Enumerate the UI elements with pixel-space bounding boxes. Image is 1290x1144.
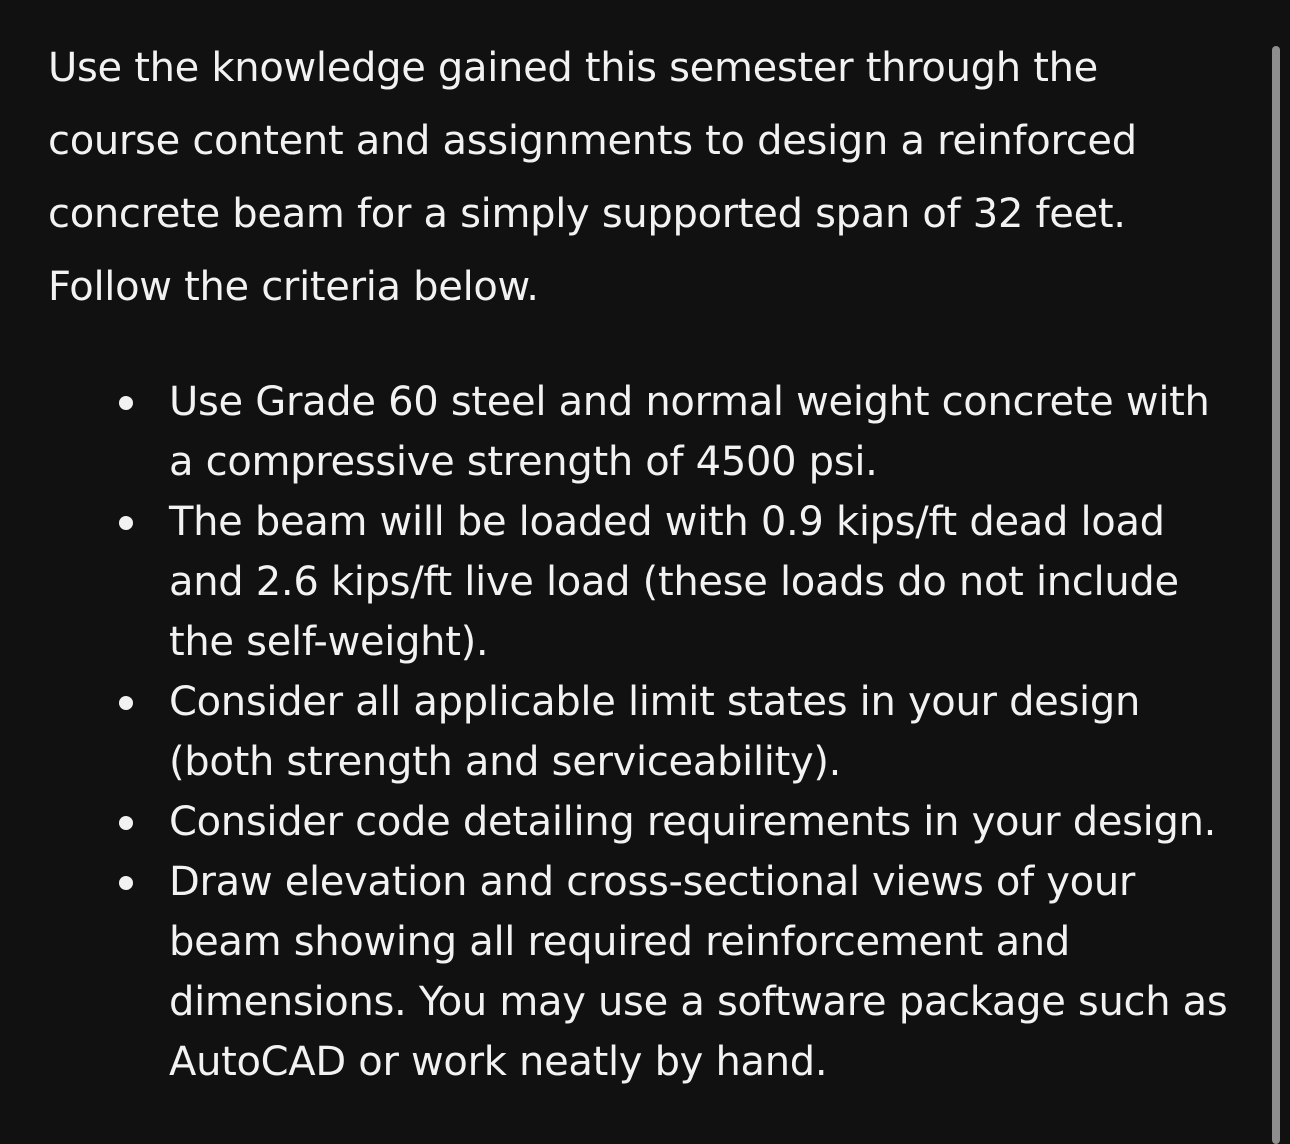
criteria-text: Consider code detailing requirements in your design. bbox=[169, 799, 1217, 845]
vertical-scrollbar[interactable] bbox=[1272, 46, 1280, 1144]
criteria-text: Use Grade 60 steel and normal weight concrete with a compressive strength of 4500 psi. bbox=[169, 379, 1210, 485]
criteria-item bbox=[169, 792, 1238, 852]
scrollbar-thumb[interactable] bbox=[1272, 46, 1280, 1144]
bullet-icon bbox=[119, 396, 133, 410]
criteria-text: Draw elevation and cross-sectional views of your beam showing all required reinforcement and dimensions. You may use a software package such as AutoCAD or work neatly by hand. bbox=[169, 859, 1228, 1085]
criteria-item bbox=[169, 672, 1238, 792]
criteria-item bbox=[169, 852, 1238, 1092]
criteria-text: The beam will be loaded with 0.9 kips/ft dead load and 2.6 kips/ft live load (these loads do not include the self-weight). bbox=[169, 499, 1179, 665]
criteria-list bbox=[48, 372, 1238, 1092]
criteria-item bbox=[169, 372, 1238, 492]
bullet-icon bbox=[119, 696, 133, 710]
bullet-icon bbox=[119, 876, 133, 890]
bullet-icon bbox=[119, 816, 133, 830]
assignment-content bbox=[48, 32, 1238, 1144]
criteria-item bbox=[169, 492, 1238, 672]
criteria-text: Consider all applicable limit states in your design (both strength and serviceability). bbox=[169, 679, 1140, 785]
intro-paragraph: Use the knowledge gained this semester through the course content and assignments to design a reinforced concrete beam for a simply supported span of 32 feet. Follow the criteria below. bbox=[48, 45, 1137, 310]
bullet-icon bbox=[119, 516, 133, 530]
